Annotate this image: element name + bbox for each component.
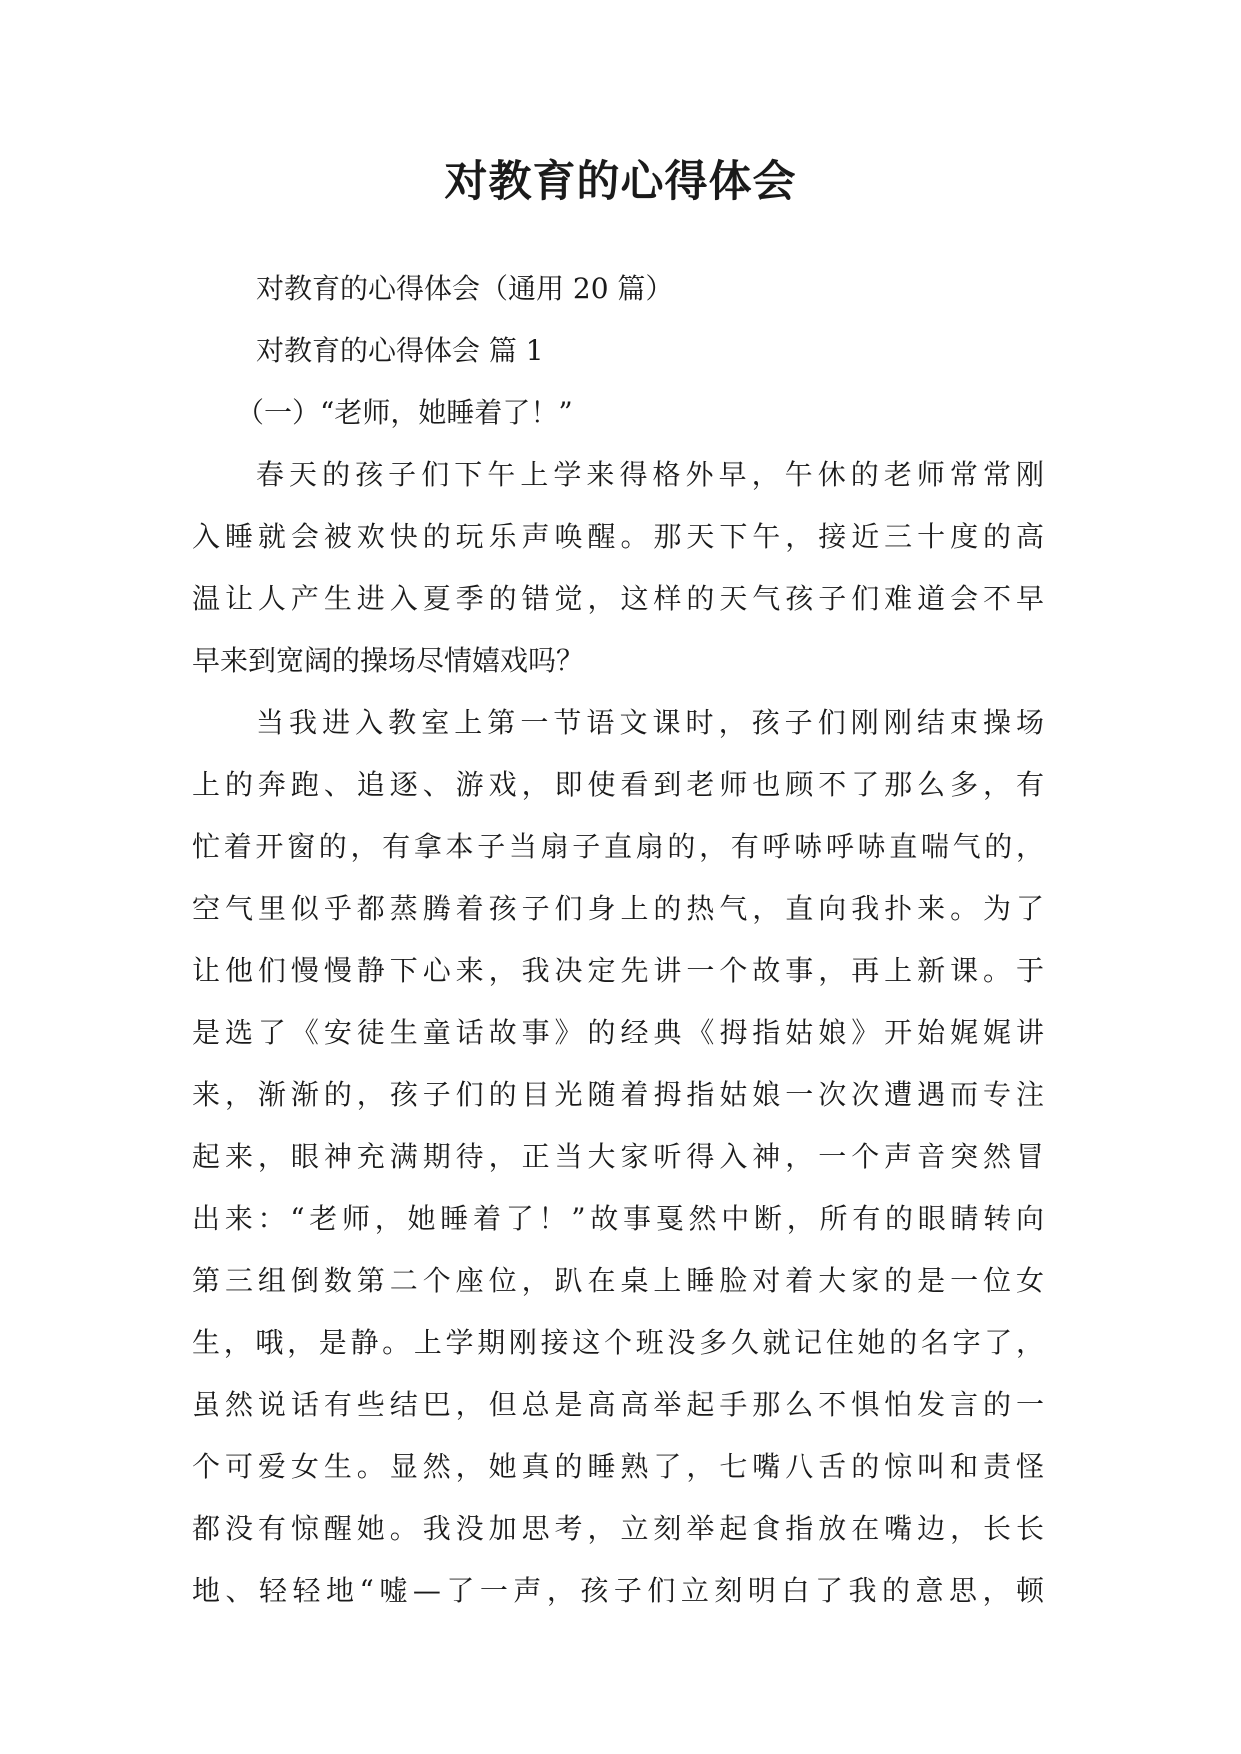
paragraph-line: 起来，眼神充满期待，正当大家听得入神，一个声音突然冒 xyxy=(192,1140,1044,1173)
paragraph-line: 早来到宽阔的操场尽情嬉戏吗？ xyxy=(192,644,585,677)
paragraph-line: 地、轻轻地“嘘—了一声，孩子们立刻明白了我的意思，顿 xyxy=(192,1574,1044,1607)
paragraph-line: 上的奔跑、追逐、游戏，即使看到老师也顾不了那么多，有 xyxy=(192,768,1044,801)
paragraph-line: 来，渐渐的，孩子们的目光随着拇指姑娘一次次遭遇而专注 xyxy=(192,1078,1044,1111)
document-body xyxy=(192,258,1044,1622)
paragraph-line: 出来：“老师，她睡着了！”故事戛然中断，所有的眼睛转向 xyxy=(192,1202,1044,1235)
paragraph-line: 让他们慢慢静下心来，我决定先讲一个故事，再上新课。于 xyxy=(192,954,1044,987)
paragraph-line: 第三组倒数第二个座位，趴在桌上睡脸对着大家的是一位女 xyxy=(192,1264,1044,1297)
document-subtitle: 对教育的心得体会（通用 20 篇） xyxy=(256,272,674,305)
paragraph-1 xyxy=(192,444,1044,692)
paragraph-2 xyxy=(192,692,1044,1622)
section-heading: 对教育的心得体会 篇 1 xyxy=(256,334,544,367)
paragraph-line: 当我进入教室上第一节语文课时，孩子们刚刚结束操场 xyxy=(256,706,1044,739)
paragraph-line: 春天的孩子们下午上学来得格外早，午休的老师常常刚 xyxy=(256,458,1044,491)
paragraph-line: 空气里似乎都蒸腾着孩子们身上的热气，直向我扑来。为了 xyxy=(192,892,1044,925)
paragraph-line: 都没有惊醒她。我没加思考，立刻举起食指放在嘴边，长长 xyxy=(192,1512,1044,1545)
story-heading: （一）“老师，她睡着了！” xyxy=(236,396,573,429)
document-title: 对教育的心得体会 xyxy=(444,157,797,207)
paragraph-line: 入睡就会被欢快的玩乐声唤醒。那天下午，接近三十度的高 xyxy=(192,520,1044,553)
paragraph-line: 个可爱女生。显然，她真的睡熟了，七嘴八舌的惊叫和责怪 xyxy=(192,1450,1044,1483)
paragraph-line: 是选了《安徒生童话故事》的经典《拇指姑娘》开始娓娓讲 xyxy=(192,1016,1044,1049)
paragraph-line: 忙着开窗的，有拿本子当扇子直扇的，有呼哧呼哧直喘气的， xyxy=(192,830,1044,863)
paragraph-line: 生，哦，是静。上学期刚接这个班没多久就记住她的名字了， xyxy=(192,1326,1044,1359)
paragraph-line: 虽然说话有些结巴，但总是高高举起手那么不惧怕发言的一 xyxy=(192,1388,1044,1421)
paragraph-line: 温让人产生进入夏季的错觉，这样的天气孩子们难道会不早 xyxy=(192,582,1044,615)
